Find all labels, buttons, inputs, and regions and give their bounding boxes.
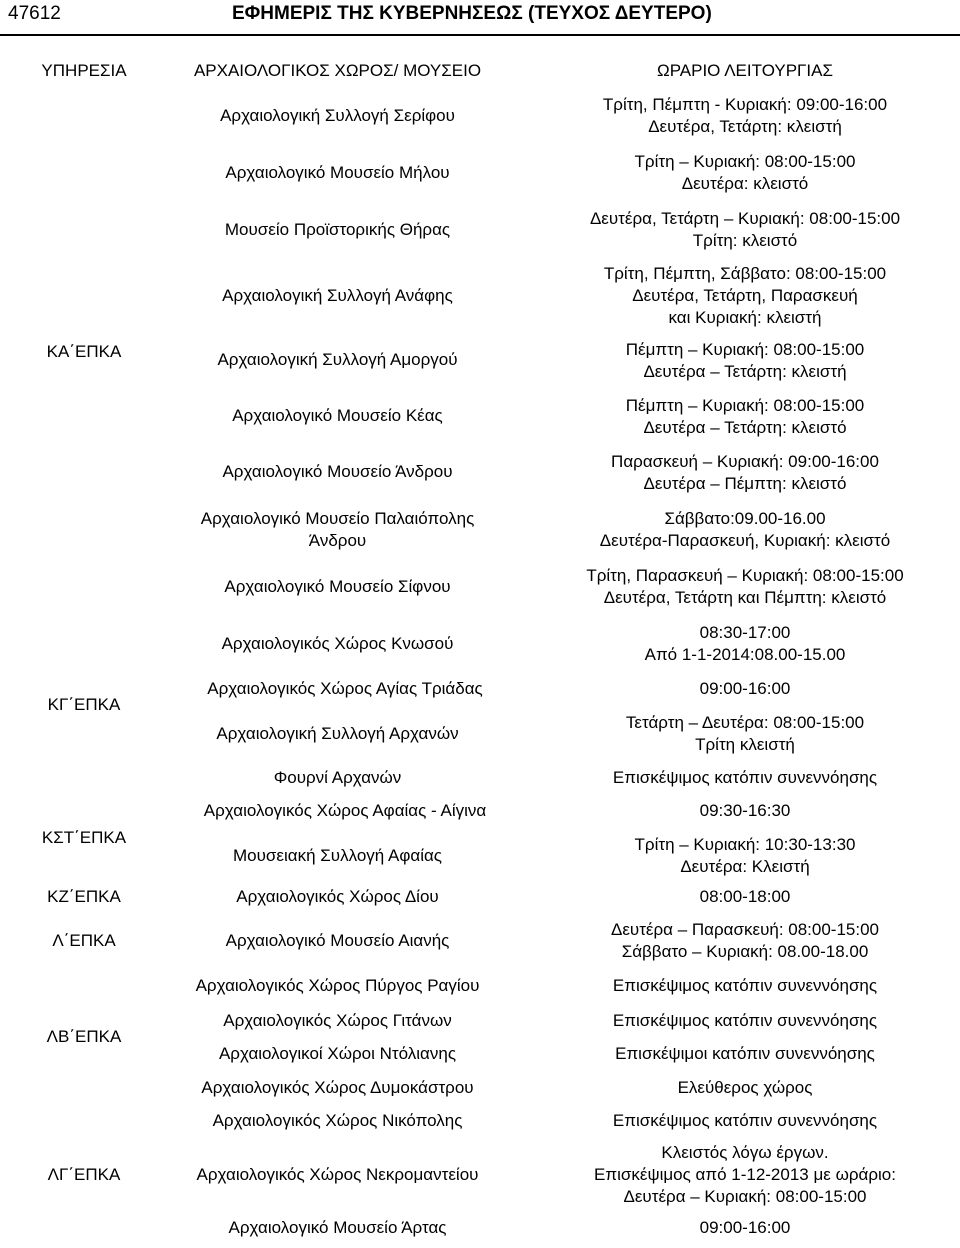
hours-line: 09:00-16:00 — [699, 1218, 791, 1237]
hours-line: Δευτέρα, Τετάρτη – Κυριακή: 08:00-15:00 — [589, 209, 901, 228]
hours-line: Δευτέρα – Κυριακή: 08:00-15:00 — [623, 1187, 867, 1206]
site-name: Αρχαιολογικός Χώρος Αγίας Τριάδας — [207, 679, 483, 698]
hours-line: Τρίτη κλειστή — [695, 735, 795, 754]
hours-line: Δευτέρα, Τετάρτη και Πέμπτη: κλειστό — [603, 588, 887, 607]
hours-line: Πέμπτη – Κυριακή: 08:00-15:00 — [625, 396, 865, 415]
hours-line: Τρίτη, Παρασκευή – Κυριακή: 08:00-15:00 — [586, 566, 904, 585]
hours-line: Τετάρτη – Δευτέρα: 08:00-15:00 — [625, 713, 865, 732]
hours-line: Ελεύθερος χώρος — [677, 1078, 813, 1097]
hours-line: Δευτέρα-Παρασκευή, Κυριακή: κλειστό — [599, 531, 891, 550]
hours-line: Επισκέψιμος κατόπιν συνεννόησης — [612, 768, 878, 787]
hours-line: Επισκέψιμος κατόπιν συνεννόησης — [612, 976, 878, 995]
hours-line: Δευτέρα: κλειστό — [681, 174, 809, 193]
site-name: Αρχαιολογική Συλλογή Σερίφου — [220, 106, 455, 125]
service-label: ΚΑ΄ΕΠΚΑ — [46, 342, 122, 361]
hours-line: Δευτέρα, Τετάρτη, Παρασκευή — [632, 286, 858, 305]
service-label: ΛΓ΄ΕΠΚΑ — [47, 1165, 121, 1184]
hours-line: Τρίτη, Πέμπτη - Κυριακή: 09:00-16:00 — [602, 95, 888, 114]
running-title: ΕΦΗΜΕΡΙΣ ΤΗΣ ΚΥΒΕΡΝΗΣΕΩΣ (ΤΕΥΧΟΣ ΔΕΥΤΕΡΟ) — [232, 3, 712, 24]
hours-line: 08:30-17:00 — [699, 623, 791, 642]
hours-line: Επισκέψιμος κατόπιν συνεννόησης — [612, 1011, 878, 1030]
hours-line: 08:00-18:00 — [699, 887, 791, 906]
hours-line: Δευτέρα – Παρασκευή: 08:00-15:00 — [610, 920, 880, 939]
hours-line: Επισκέψιμοι κατόπιν συνεννόησης — [615, 1044, 875, 1063]
hours-line: Τρίτη: κλειστό — [692, 231, 798, 250]
site-name: Αρχαιολογικός Χώρος Γιτάνων — [223, 1011, 452, 1030]
column-header-site: ΑΡΧΑΙΟΛΟΓΙΚΟΣ ΧΩΡΟΣ/ ΜΟΥΣΕΙΟ — [193, 61, 482, 80]
hours-line: Σάββατο:09.00-16.00 — [664, 509, 826, 528]
site-name: Αρχαιολογικό Μουσείο Μήλου — [225, 163, 450, 182]
site-name: Μουσείο Προϊστορικής Θήρας — [224, 220, 451, 239]
site-name: Αρχαιολογικό Μουσείο Άρτας — [228, 1218, 447, 1237]
site-name: Μουσειακή Συλλογή Αφαίας — [233, 846, 442, 865]
service-label: Λ΄ΕΠΚΑ — [52, 931, 116, 950]
site-name: Αρχαιολογικοί Χώροι Ντόλιανης — [218, 1044, 457, 1063]
hours-line: Δευτέρα – Τετάρτη: κλειστή — [643, 362, 847, 381]
site-name: Αρχαιολογικό Μουσείο Αιανής — [225, 931, 450, 950]
site-name: Αρχαιολογικός Χώρος Νικόπολης — [212, 1111, 463, 1130]
hours-line: 09:30-16:30 — [699, 801, 791, 820]
hours-line: Κλειστός λόγω έργων. — [661, 1143, 829, 1162]
hours-line: Δευτέρα – Τετάρτη: κλειστό — [643, 418, 847, 437]
service-label: ΚΣΤ΄ΕΠΚΑ — [41, 828, 127, 847]
service-label: ΚΓ΄ΕΠΚΑ — [47, 695, 121, 714]
hours-line: Τρίτη – Κυριακή: 10:30-13:30 — [634, 835, 856, 854]
hours-line: Δευτέρα, Τετάρτη: κλειστή — [648, 117, 842, 136]
site-name: Αρχαιολογικό Μουσείο Κέας — [232, 406, 443, 425]
column-header-service: ΥΠΗΡΕΣΙΑ — [41, 61, 127, 80]
site-name: Αρχαιολογική Συλλογή Αμοργού — [217, 350, 458, 369]
site-name: Αρχαιολογική Συλλογή Ανάφης — [222, 286, 453, 305]
hours-line: Σάββατο – Κυριακή: 08.00-18.00 — [621, 942, 869, 961]
site-name: Αρχαιολογικός Χώρος Δυμοκάστρου — [201, 1078, 474, 1097]
hours-line: Πέμπτη – Κυριακή: 08:00-15:00 — [625, 340, 865, 359]
hours-line: Επισκέψιμος από 1-12-2013 με ωράριο: — [594, 1165, 896, 1184]
site-name: Αρχαιολογικός Χώρος Αφαίας - Αίγινα — [203, 801, 487, 820]
site-name: Αρχαιολογική Συλλογή Αρχανών — [216, 724, 459, 743]
hours-line: 09:00-16:00 — [699, 679, 791, 698]
hours-line: Δευτέρα: Κλειστή — [680, 857, 810, 876]
site-name: Αρχαιολογικός Χώρος Δίου — [236, 887, 439, 906]
hours-line: Από 1-1-2014:08.00-15.00 — [644, 645, 846, 664]
site-name: Άνδρου — [308, 531, 367, 550]
service-label: ΚΖ΄ΕΠΚΑ — [47, 887, 121, 906]
page-number: 47612 — [8, 3, 61, 24]
hours-line: Παρασκευή – Κυριακή: 09:00-16:00 — [611, 452, 879, 471]
site-name: Αρχαιολογικός Χώρος Κνωσού — [221, 634, 454, 653]
site-name: Φουρνί Αρχανών — [273, 768, 402, 787]
site-name: Αρχαιολογικός Χώρος Πύργος Ραγίου — [195, 976, 480, 995]
hours-line: Τρίτη – Κυριακή: 08:00-15:00 — [634, 152, 856, 171]
site-name: Αρχαιολογικό Μουσείο Παλαιόπολης — [200, 509, 475, 528]
site-name: Αρχαιολογικός Χώρος Νεκρομαντείου — [196, 1165, 479, 1184]
hours-line: και Κυριακή: κλειστή — [668, 308, 822, 327]
hours-line: Τρίτη, Πέμπτη, Σάββατο: 08:00-15:00 — [603, 264, 887, 283]
hours-line: Επισκέψιμος κατόπιν συνεννόησης — [612, 1111, 878, 1130]
service-label: ΛΒ΄ΕΠΚΑ — [46, 1027, 122, 1046]
hours-line: Δευτέρα – Πέμπτη: κλειστό — [643, 474, 847, 493]
column-header-hours: ΩΡΑΡΙΟ ΛΕΙΤΟΥΡΓΙΑΣ — [657, 61, 833, 80]
site-name: Αρχαιολογικό Μουσείο Σίφνου — [224, 577, 451, 596]
site-name: Αρχαιολογικό Μουσείο Άνδρου — [222, 462, 453, 481]
